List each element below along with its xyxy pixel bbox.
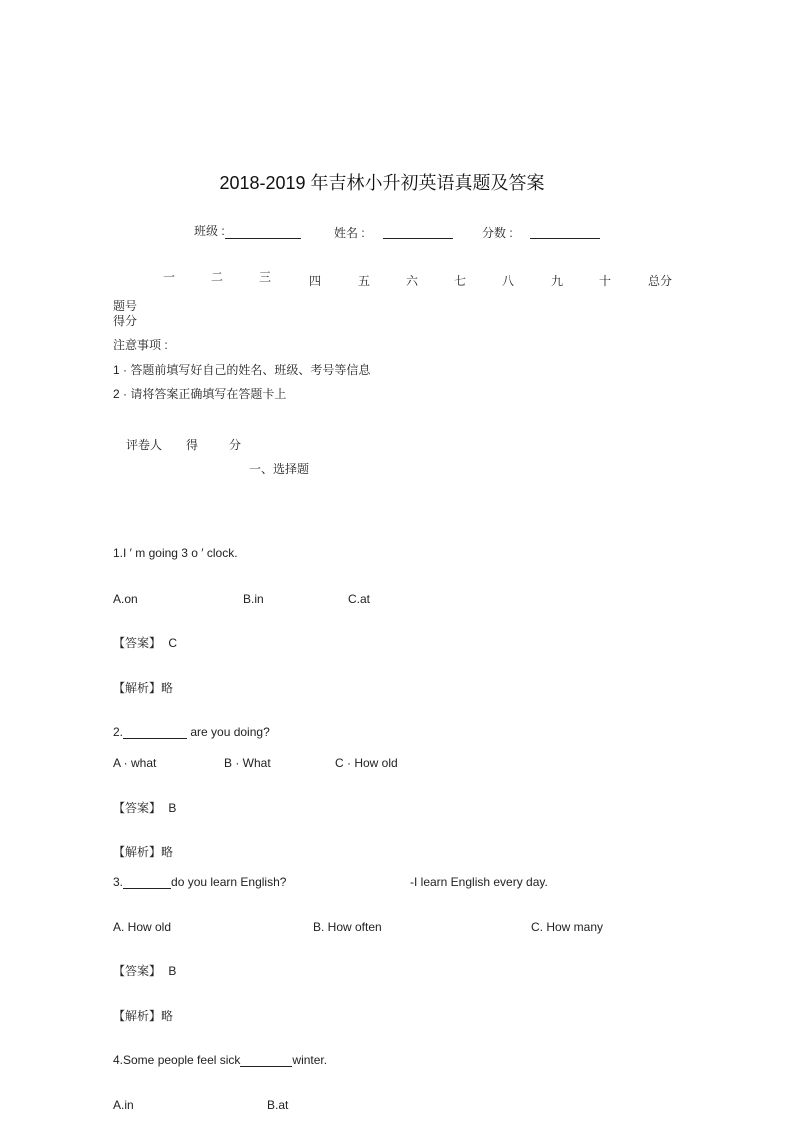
question-2-suffix: are you doing?: [187, 725, 270, 739]
question-2-analysis: 【解析】略: [113, 845, 174, 859]
row-label-score: 得分: [113, 314, 138, 328]
question-1-analysis: 【解析】略: [113, 681, 174, 695]
question-4-prefix: 4.Some people feel sick: [113, 1053, 241, 1067]
answer-value: B: [168, 801, 177, 815]
question-3-stem: [113, 875, 286, 889]
name-label: 姓名 :: [334, 226, 365, 240]
row-label-number: 题号: [113, 299, 138, 313]
col-2: 二: [211, 270, 224, 284]
col-3: 三: [259, 270, 272, 284]
grader-score-a: 得: [186, 438, 199, 452]
question-1-answer: [113, 634, 177, 651]
question-3-reply: -I learn English every day.: [410, 875, 548, 889]
col-6: 六: [406, 274, 419, 288]
class-blank: [225, 238, 301, 239]
question-2-option-a: A · what: [113, 756, 157, 770]
grader-score-b: 分: [229, 438, 242, 452]
name-field: [334, 224, 365, 241]
col-8: 八: [502, 274, 515, 288]
answer-label: 【答案】: [113, 636, 162, 650]
page-title: 2018-2019 年吉林小升初英语真题及答案: [219, 173, 545, 193]
question-3-prefix: 3.: [113, 875, 124, 889]
note-item-1: 1 · 答题前填写好自己的姓名、班级、考号等信息: [113, 363, 371, 377]
col-7: 七: [454, 274, 467, 288]
question-3-answer: [113, 962, 176, 979]
section-title: 一、选择题: [249, 462, 310, 476]
question-1-option-b: B.in: [243, 592, 264, 606]
question-4-option-b: B.at: [267, 1098, 289, 1112]
answer-label: 【答案】: [113, 801, 162, 815]
question-4-blank: [240, 1066, 292, 1067]
question-3-blank: [123, 888, 171, 889]
answer-value: B: [168, 964, 177, 978]
question-2-option-c: C · How old: [335, 756, 398, 770]
question-1-stem: 1.I ′ m going 3 o ′ clock.: [113, 546, 238, 560]
question-3-option-b: B. How often: [313, 920, 382, 934]
question-4-suffix: winter.: [292, 1053, 328, 1067]
col-1: 一: [163, 270, 176, 284]
col-10: 十: [599, 274, 612, 288]
note-item-2: 2 · 请将答案正确填写在答题卡上: [113, 387, 287, 401]
question-1-option-a: A.on: [113, 592, 138, 606]
col-9: 九: [551, 274, 564, 288]
score-field: [482, 224, 513, 241]
notes-heading: 注意事项 :: [113, 338, 168, 352]
name-blank: [383, 224, 453, 239]
question-1-option-c: C.at: [348, 592, 371, 606]
answer-value: C: [168, 636, 178, 650]
question-4-stem: [113, 1053, 327, 1067]
col-4: 四: [309, 274, 322, 288]
question-2-answer: [113, 799, 176, 816]
question-2-blank: [123, 738, 187, 739]
question-2-option-b: B · What: [224, 756, 271, 770]
col-5: 五: [358, 274, 371, 288]
score-label: 分数 :: [482, 226, 513, 240]
question-3-option-c: C. How many: [531, 920, 604, 934]
question-2-stem: [113, 725, 270, 739]
answer-label: 【答案】: [113, 964, 162, 978]
question-3-suffix: do you learn English?: [171, 875, 287, 889]
class-field: [194, 222, 301, 239]
class-label: 班级 :: [194, 224, 225, 238]
question-4-option-a: A.in: [113, 1098, 134, 1112]
question-3-option-a: A. How old: [113, 920, 172, 934]
question-2-prefix: 2.: [113, 725, 124, 739]
question-3-analysis: 【解析】略: [113, 1009, 174, 1023]
grader-label: 评卷人: [126, 438, 163, 452]
col-total: 总分: [648, 274, 673, 288]
score-blank: [530, 224, 600, 239]
